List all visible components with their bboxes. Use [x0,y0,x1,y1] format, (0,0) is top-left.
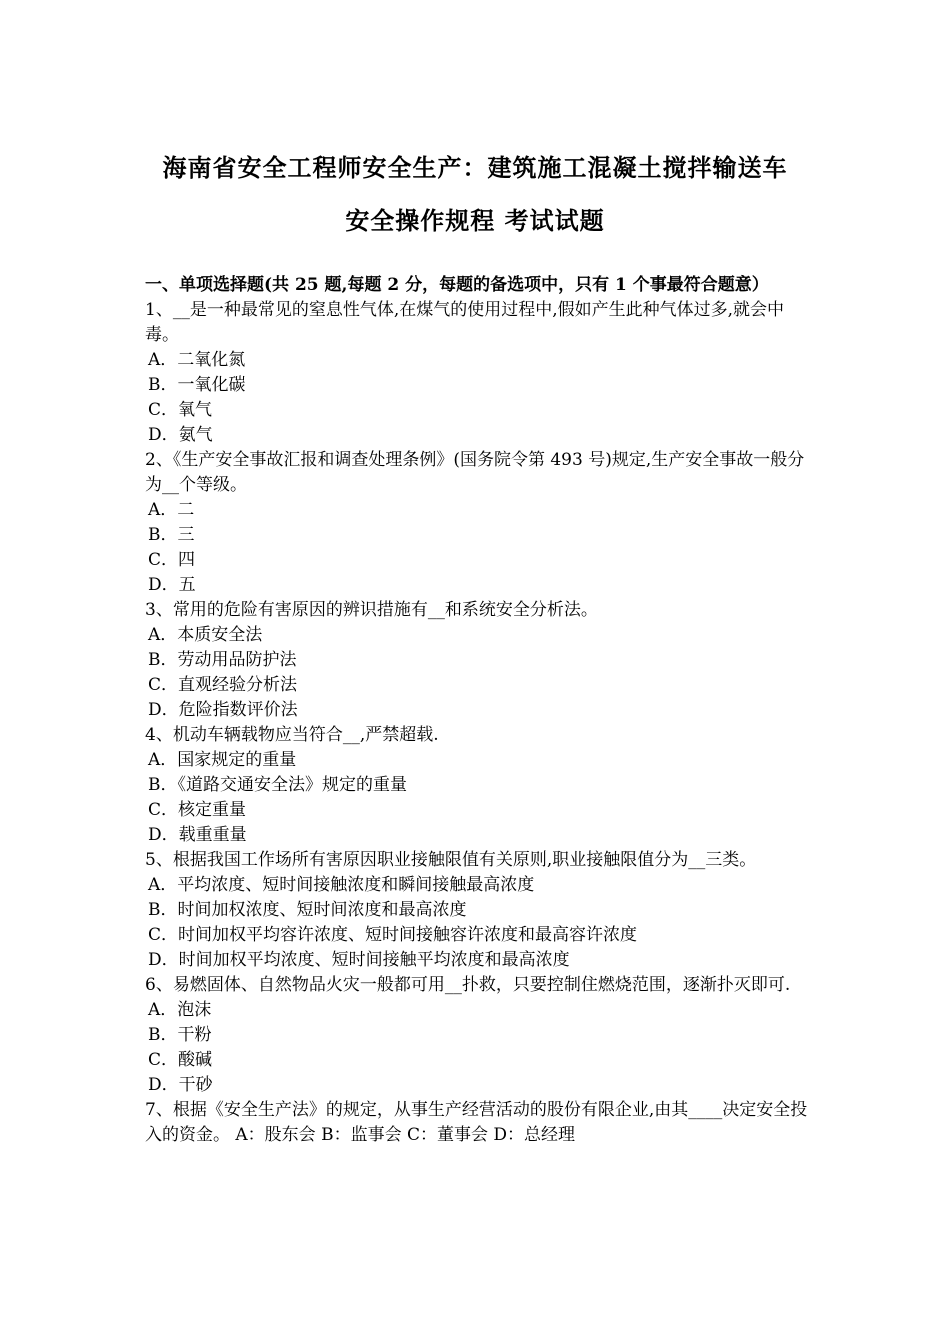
question-3 [145,598,815,723]
document-body [145,273,815,1148]
question-2 [145,448,815,598]
option-c: C．氧气 [148,400,213,420]
option-c: C．核定重量 [148,800,247,820]
section-heading: 一、单项选择题(共 25 题,每题 2 分，每题的备选项中，只有 1 个事最符合题意） [145,275,769,295]
option-a: A．平均浓度、短时间接触浓度和瞬间接触最高浓度 [148,875,535,895]
question-text: 3、常用的危险有害原因的辨识措施有__和系统安全分析法。 [145,600,598,620]
option-a: A．本质安全法 [148,625,263,645]
option-b: B．劳动用品防护法 [148,650,297,670]
option-d: D．时间加权平均浓度、短时间接触平均浓度和最高浓度 [148,950,570,970]
question-6 [145,973,815,1098]
option-b: B．一氧化碳 [148,375,246,395]
option-a: A．国家规定的重量 [148,750,297,770]
option-d: D．载重重量 [148,825,247,845]
option-b: B．《道路交通安全法》规定的重量 [148,775,407,795]
question-text: 2、《生产安全事故汇报和调查处理条例》(国务院令第 493 号)规定,生产安全事故一般分为__个等级。 [145,450,805,495]
option-b: B．三 [148,525,195,545]
question-text: 5、根据我国工作场所有害原因职业接触限值有关原则,职业接触限值分为__三类。 [145,850,757,870]
question-text: 6、易燃固体、自然物品火灾一般都可用__扑救，只要控制住燃烧范围，逐渐扑灭即可. [145,975,791,995]
document-title-line-2: 安全操作规程 考试试题 [345,206,605,235]
option-a: A．二 [148,500,195,520]
option-a: A．泡沫 [148,1000,212,1020]
question-text: 4、机动车辆载物应当符合__,严禁超载. [145,725,439,745]
option-d: D．五 [148,575,196,595]
question-text: 1、__是一种最常见的窒息性气体,在煤气的使用过程中,假如产生此种气体过多,就会中毒。 [145,300,785,345]
option-d: D．危险指数评价法 [148,700,298,720]
question-4 [145,723,815,848]
question-1 [145,298,815,448]
document-title-line-1: 海南省安全工程师安全生产：建筑施工混凝土搅拌输送车 [162,153,788,182]
option-d: D．干砂 [148,1075,213,1095]
option-b: B．时间加权浓度、短时间浓度和最高浓度 [148,900,467,920]
option-c: C．时间加权平均容许浓度、短时间接触容许浓度和最高容许浓度 [148,925,638,945]
option-a: A．二氧化氮 [148,350,246,370]
option-c: C．酸碱 [148,1050,213,1070]
option-d: D．氨气 [148,425,213,445]
option-b: B．干粉 [148,1025,212,1045]
option-c: C．直观经验分析法 [148,675,298,695]
question-5 [145,848,815,973]
question-7 [145,1098,815,1148]
option-c: C．四 [148,550,196,570]
question-text: 7、根据《安全生产法》的规定，从事生产经营活动的股份有限企业,由其____决定安全投入的资金。 A：股东会 B：监事会 C：董事会 D：总经理 [145,1100,808,1145]
